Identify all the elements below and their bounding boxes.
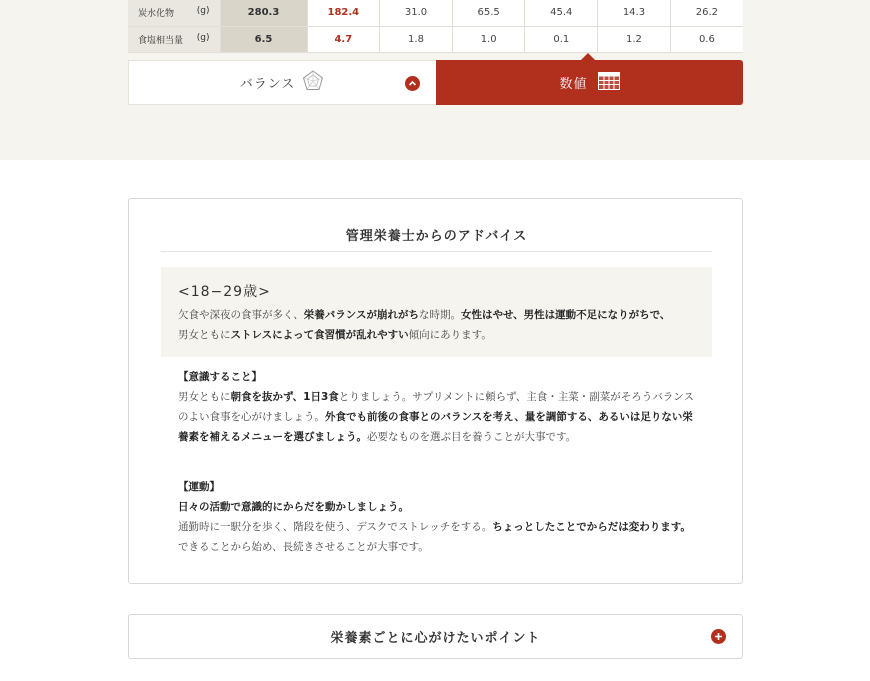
exercise-heading: 【運動】 bbox=[178, 481, 220, 493]
value-cell: 26.2 bbox=[670, 0, 743, 26]
total-cell: 280.3 bbox=[220, 0, 307, 26]
balance-tab[interactable] bbox=[128, 60, 436, 105]
value-cell: 4.7 bbox=[307, 26, 380, 52]
age-description: 欠食や深夜の食事が多く、栄養バランスが崩れがちな時期。女性はやせ、男性は運動不足になりがちで、 男女ともにストレスによって食習慣が乱れやすい傾向にあります。 bbox=[178, 309, 671, 341]
plus-icon[interactable] bbox=[711, 629, 726, 644]
numbers-tab[interactable] bbox=[436, 60, 743, 105]
active-tab-pointer bbox=[581, 53, 595, 60]
chevron-up-icon[interactable] bbox=[405, 76, 420, 91]
advice-title: 管理栄養士からのアドバイス bbox=[161, 225, 712, 252]
nutrient-name-cell: 炭水化物 (g) bbox=[128, 0, 220, 26]
view-toggle bbox=[128, 60, 743, 105]
value-cell: 1.0 bbox=[452, 26, 525, 52]
advice-card bbox=[128, 198, 743, 584]
table-icon bbox=[598, 72, 620, 94]
table-row bbox=[128, 26, 743, 52]
table-row bbox=[128, 0, 743, 26]
value-cell: 1.2 bbox=[598, 26, 671, 52]
value-cell: 1.8 bbox=[380, 26, 453, 52]
numbers-tab-label: 数値 bbox=[559, 77, 588, 92]
exercise-section bbox=[178, 477, 698, 557]
points-title: 栄養素ごとに心がけたいポイント bbox=[330, 631, 541, 646]
value-cell: 0.6 bbox=[670, 26, 743, 52]
value-cell: 45.4 bbox=[525, 0, 598, 26]
nutrient-name-cell: 食塩相当量 (g) bbox=[128, 26, 220, 52]
awareness-heading: 【意識すること】 bbox=[178, 371, 262, 383]
awareness-text: 男女ともに朝食を抜かず、1日3食とりましょう。サプリメントに頼らず、主食・主菜・副菜がそろうバランスのよい食事を心がけましょう。外食でも前後の食事とのバランスを考え、量を調節する、あるいは足りない栄養素を補えるメニューを選びましょう。必要なものを選ぶ目を養うことが大事です。 bbox=[178, 391, 694, 443]
balance-tab-label: バランス bbox=[239, 77, 296, 92]
age-group-box bbox=[161, 267, 712, 357]
value-cell: 0.1 bbox=[525, 26, 598, 52]
value-cell: 14.3 bbox=[598, 0, 671, 26]
value-cell: 31.0 bbox=[380, 0, 453, 26]
total-cell: 6.5 bbox=[220, 26, 307, 52]
value-cell: 65.5 bbox=[452, 0, 525, 26]
age-heading: <18−29歳> bbox=[178, 284, 271, 300]
nutrition-table bbox=[128, 0, 743, 53]
awareness-section bbox=[178, 367, 698, 447]
radar-chart-icon bbox=[301, 69, 325, 97]
value-cell: 182.4 bbox=[307, 0, 380, 26]
points-accordion[interactable] bbox=[128, 614, 743, 659]
exercise-text: 日々の活動で意識的にからだを動かしましょう。 通勤時に一駅分を歩く、階段を使う、デスクでストレッチをする。ちょっとしたことでからだは変わります。 できることから始め、長続きさせることが大事です。 bbox=[178, 501, 691, 553]
